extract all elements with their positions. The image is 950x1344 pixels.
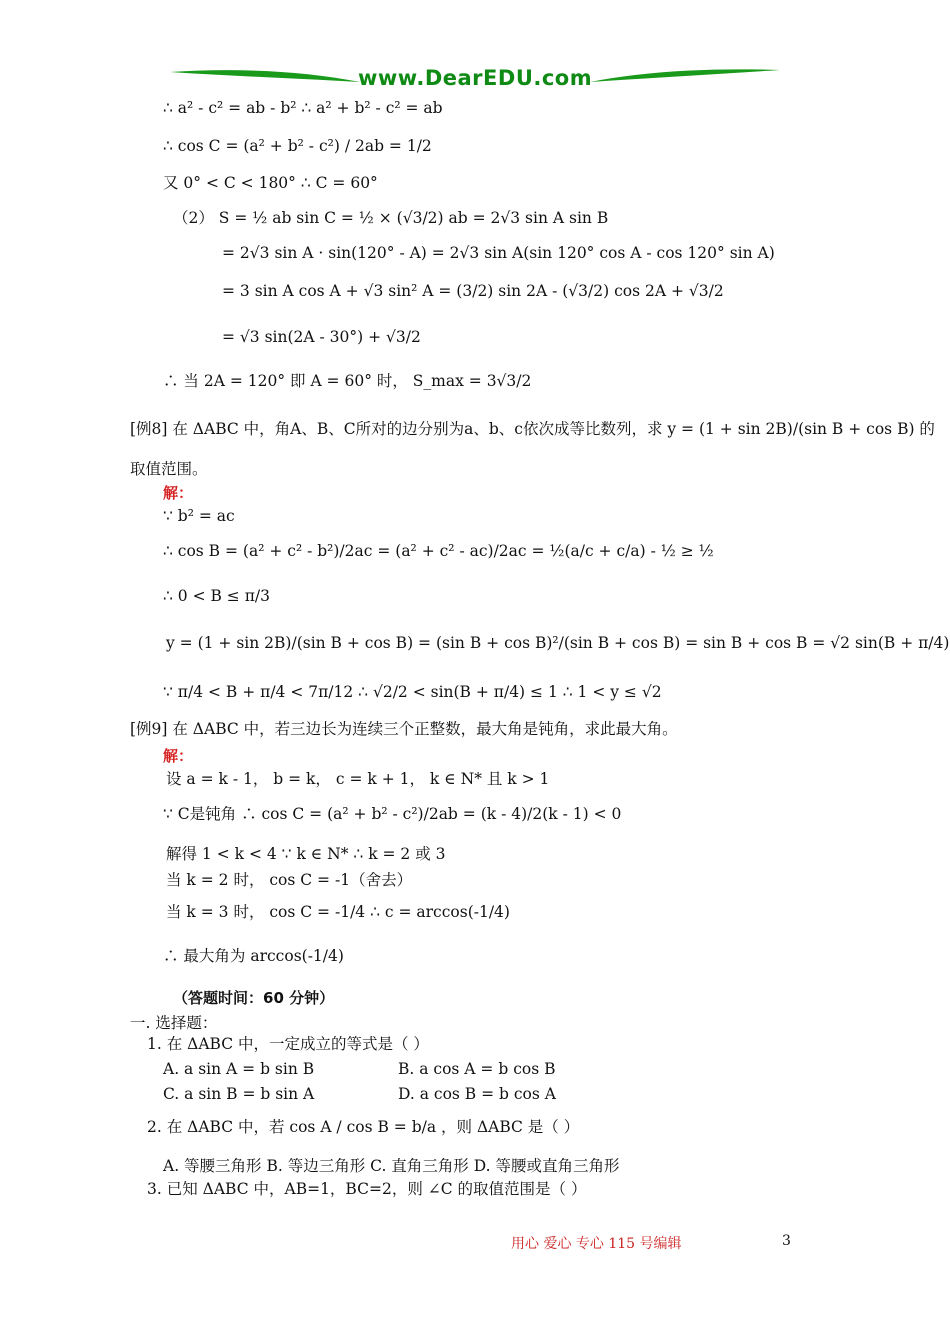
text-line: 又 0° < C < 180° ∴ C = 60° — [163, 174, 378, 192]
footer-note: 用心 爱心 专心 115 号编辑 — [511, 1236, 682, 1252]
text-line: 当 k = 2 时， cos C = -1（舍去） — [166, 871, 413, 889]
text-line: 当 k = 3 时， cos C = -1/4 ∴ c = arccos(-1/4) — [166, 903, 510, 921]
text-line: [例8] 在 ΔABC 中，角A、B、C所对的边分别为a、b、c依次成等比数列，求 y = (1 + sin 2B)/(sin B + cos B) 的 — [130, 420, 935, 438]
text-line: ∴ a² - c² = ab - b² ∴ a² + b² - c² = ab — [163, 99, 443, 117]
text-line: = 3 sin A cos A + √3 sin² A = (3/2) sin 2A - (√3/2) cos 2A + √3/2 — [222, 282, 724, 300]
text-line: 1. 在 ΔABC 中，一定成立的等式是（ ） — [147, 1035, 429, 1053]
text-line: B. a cos A = b cos B — [398, 1060, 556, 1078]
page-number: 3 — [782, 1233, 791, 1249]
text-line: C. a sin B = b sin A — [163, 1085, 315, 1103]
text-line: [例9] 在 ΔABC 中，若三边长为连续三个正整数，最大角是钝角，求此最大角。 — [130, 720, 678, 738]
text-line: ∴ 最大角为 arccos(-1/4) — [163, 947, 344, 965]
text-line: 3. 已知 ΔABC 中，AB=1，BC=2，则 ∠C 的取值范围是（ ） — [147, 1180, 587, 1198]
text-line: ∴ cos C = (a² + b² - c²) / 2ab = 1/2 — [163, 137, 432, 155]
text-line: 一. 选择题： — [130, 1014, 218, 1032]
text-line: A. 等腰三角形 B. 等边三角形 C. 直角三角形 D. 等腰或直角三角形 — [163, 1157, 620, 1175]
text-line: y = (1 + sin 2B)/(sin B + cos B) = (sin B + cos B)²/(sin B + cos B) = sin B + cos B = √2 sin(B + π/4) — [166, 634, 950, 652]
text-line: ∵ π/4 < B + π/4 < 7π/12 ∴ √2/2 < sin(B + π/4) ≤ 1 ∴ 1 < y ≤ √2 — [163, 683, 662, 701]
solution-label: 解： — [163, 484, 194, 502]
text-line: 取值范围。 — [130, 460, 208, 478]
text-line: 2. 在 ΔABC 中，若 cos A / cos B = b/a ，则 ΔABC 是（ ） — [147, 1118, 580, 1136]
time-note: （答题时间：60 分钟） — [173, 989, 335, 1007]
text-line: ∴ 0 < B ≤ π/3 — [163, 587, 270, 605]
text-line: ∴ cos B = (a² + c² - b²)/2ac = (a² + c² - ac)/2ac = ½(a/c + c/a) - ½ ≥ ½ — [163, 542, 714, 560]
solution-label: 解： — [163, 747, 194, 765]
text-line: ∴ 当 2A = 120° 即 A = 60° 时， S_max = 3√3/2 — [163, 372, 532, 390]
text-line: ∵ b² = ac — [163, 507, 235, 525]
text-line: （2） S = ½ ab sin C = ½ × (√3/2) ab = 2√3 sin A sin B — [173, 209, 609, 227]
text-line: = 2√3 sin A · sin(120° - A) = 2√3 sin A(sin 120° cos A - cos 120° sin A) — [222, 244, 775, 262]
text-line: 解得 1 < k < 4 ∵ k ∈ N* ∴ k = 2 或 3 — [166, 845, 446, 863]
text-line: A. a sin A = b sin B — [163, 1060, 315, 1078]
text-line: 设 a = k - 1， b = k， c = k + 1， k ∈ N* 且 k > 1 — [166, 770, 550, 788]
text-line: = √3 sin(2A - 30°) + √3/2 — [222, 328, 421, 346]
text-line: D. a cos B = b cos A — [398, 1085, 556, 1103]
text-line: ∵ C是钝角 ∴ cos C = (a² + b² - c²)/2ab = (k - 4)/2(k - 1) < 0 — [163, 805, 622, 823]
site-banner: www.DearEDU.com — [358, 66, 593, 90]
